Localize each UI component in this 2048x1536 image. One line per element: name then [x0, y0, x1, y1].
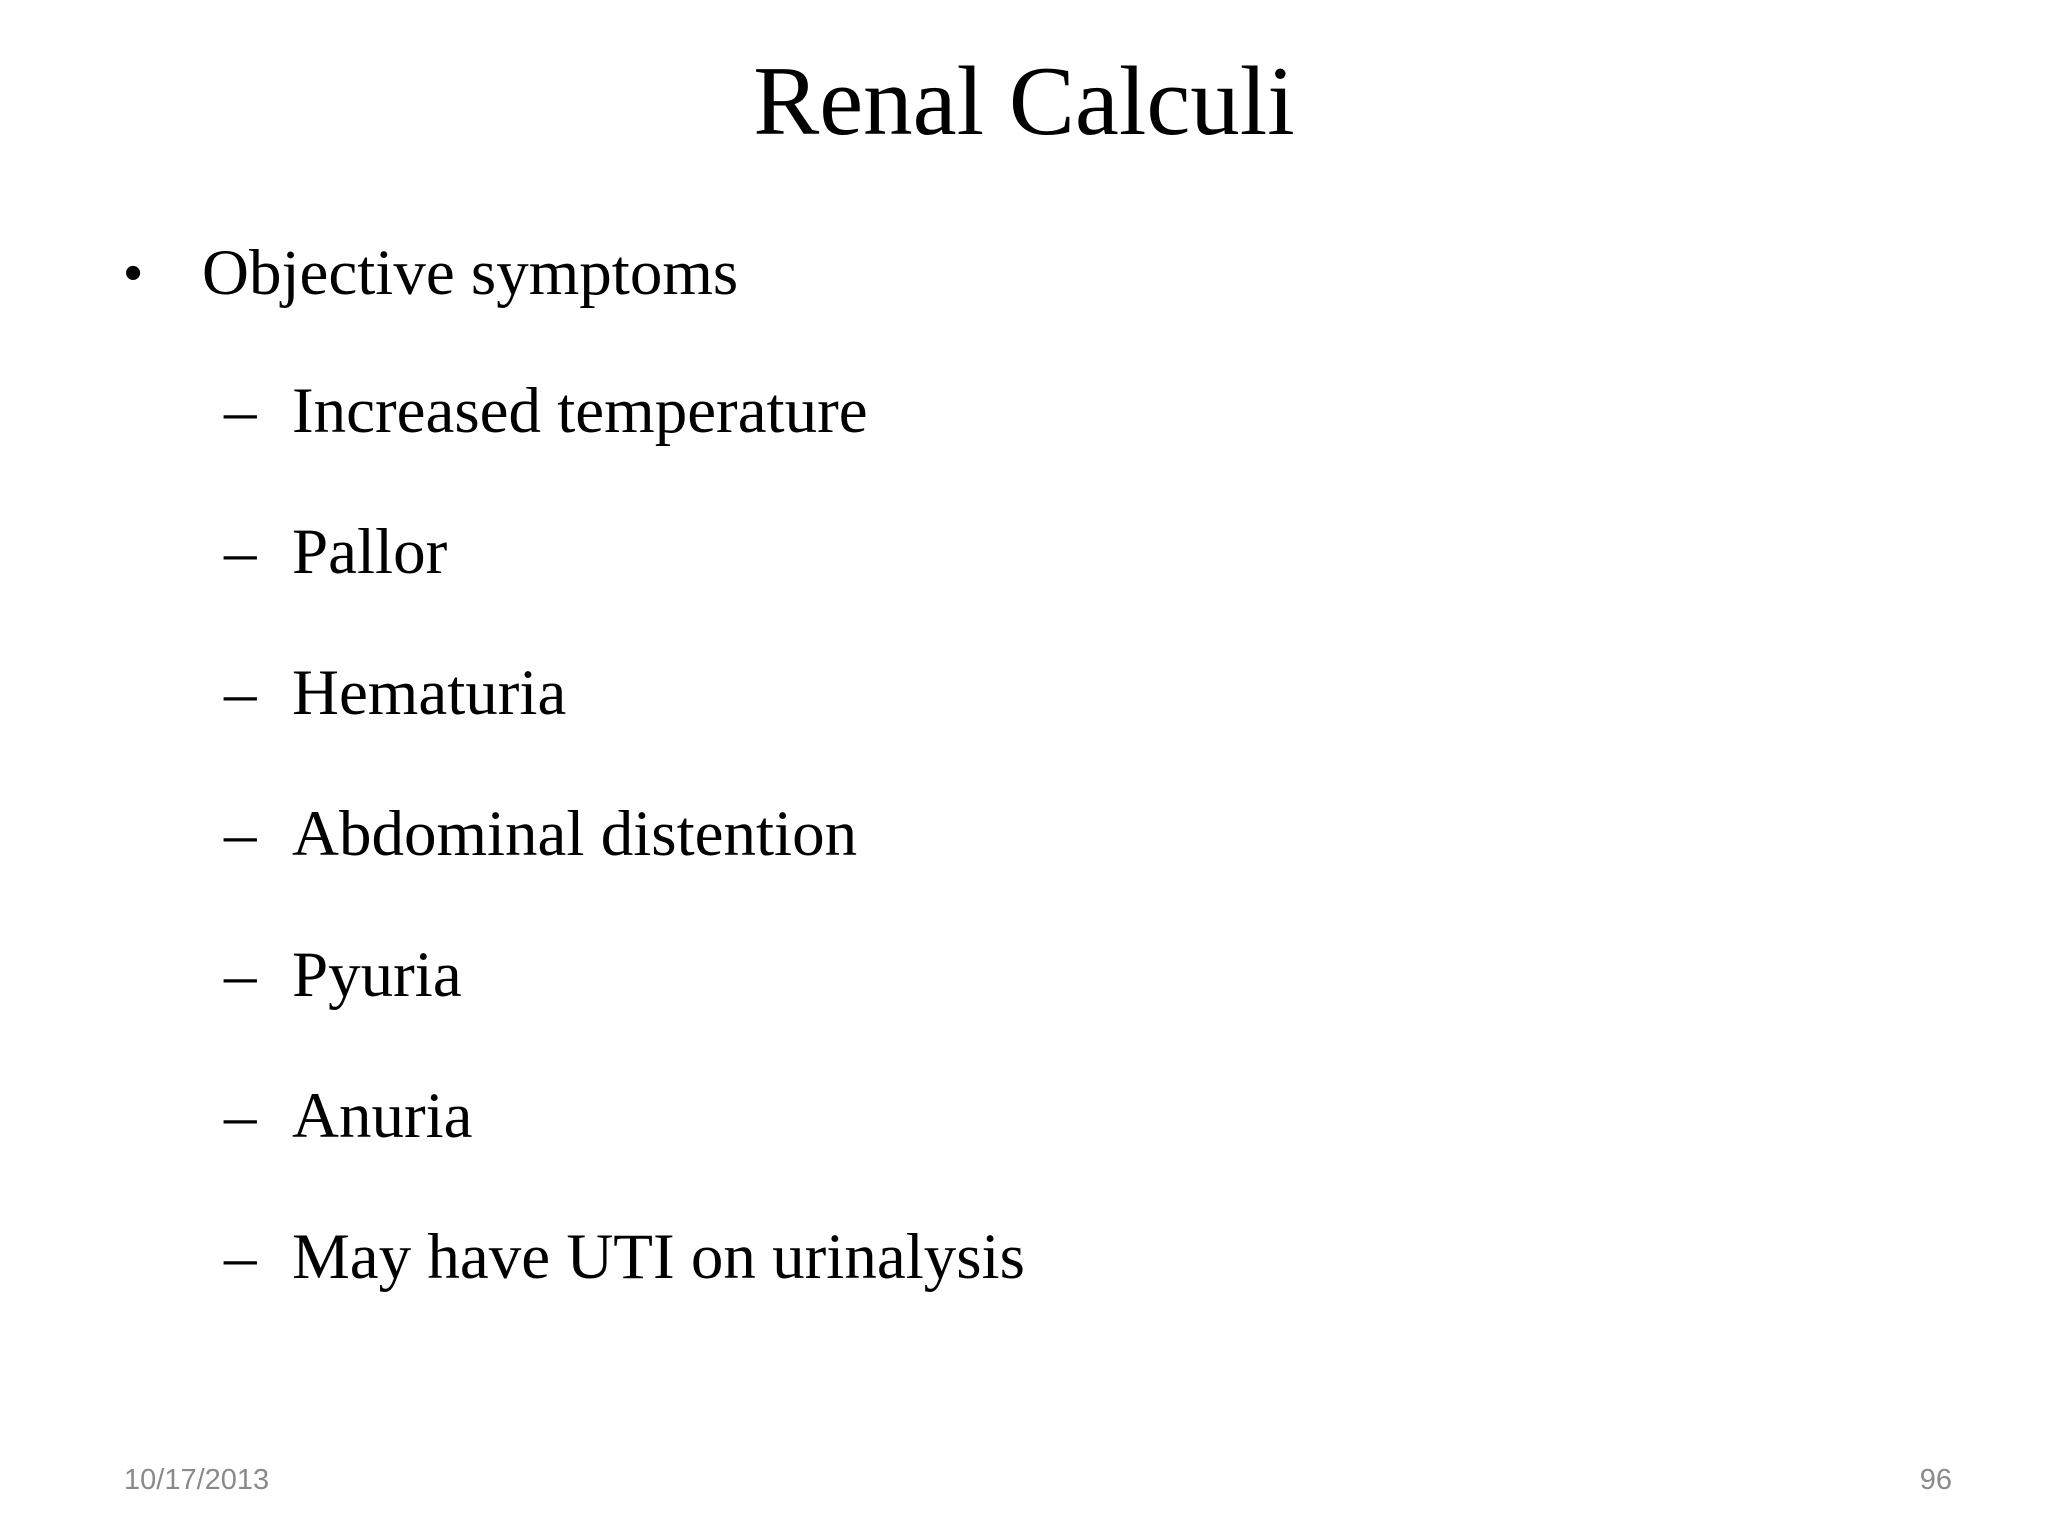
footer-page-number: 96: [1919, 1464, 1952, 1496]
sub-item-dash: –: [224, 657, 257, 729]
sub-item-text: Pyuria: [292, 939, 462, 1011]
sub-item-text: Anuria: [292, 1080, 473, 1152]
sub-item-dash: –: [224, 1080, 257, 1152]
bullet-marker: •: [124, 244, 143, 302]
sub-item-dash: –: [224, 375, 257, 447]
sub-item-text: May have UTI on urinalysis: [292, 1221, 1025, 1293]
bullet-text: Objective symptoms: [202, 237, 739, 309]
slide-title: Renal Calculi: [753, 47, 1295, 156]
sub-item-dash: –: [224, 798, 257, 870]
sub-item-dash: –: [224, 516, 257, 588]
footer-date: 10/17/2013: [124, 1464, 270, 1496]
sub-item-text: Increased temperature: [292, 375, 868, 447]
sub-item-dash: –: [224, 1221, 257, 1293]
sub-item-text: Abdominal distention: [292, 798, 858, 870]
sub-item-dash: –: [224, 939, 257, 1011]
sub-item-text: Pallor: [292, 516, 448, 588]
sub-item-text: Hematuria: [292, 657, 567, 729]
